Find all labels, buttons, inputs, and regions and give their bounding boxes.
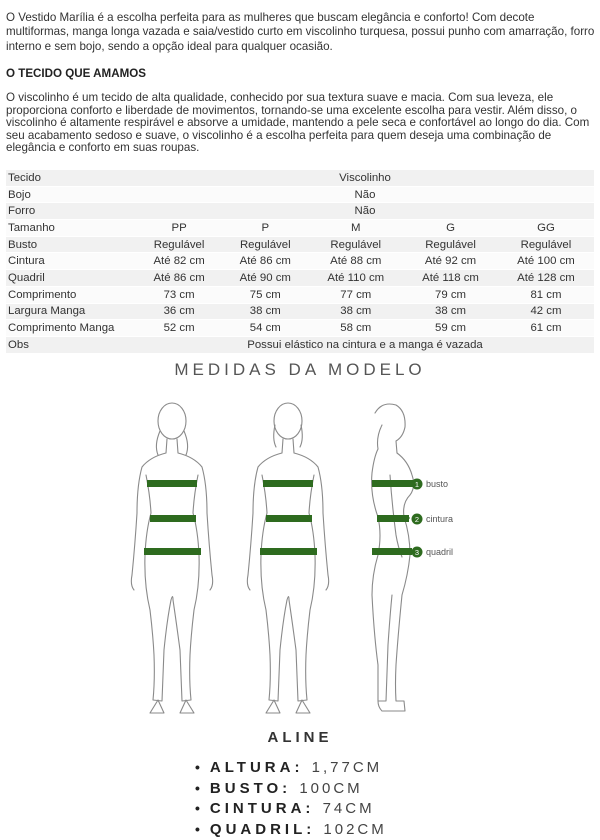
figure-title: MEDIDAS DA MODELO: [174, 360, 426, 379]
measurement-legend: [120, 395, 480, 725]
row-label: Tamanho: [6, 220, 136, 237]
table-cell: PP: [136, 220, 222, 237]
table-cell: 79 cm: [403, 286, 498, 303]
table-cell: Até 92 cm: [403, 253, 498, 270]
row-label: Tecido: [6, 170, 136, 186]
table-row-comprimento: [6, 286, 594, 303]
svg-text:busto: busto: [426, 479, 449, 489]
table-cell: Até 100 cm: [498, 253, 594, 270]
model-name: ALINE: [267, 729, 333, 746]
table-cell: Não: [136, 203, 594, 220]
row-label: Comprimento: [6, 286, 136, 303]
table-cell: 81 cm: [498, 286, 594, 303]
table-cell: 36 cm: [136, 303, 222, 320]
table-cell: Até 86 cm: [222, 253, 308, 270]
fabric-description: O viscolinho é um tecido de alta qualidade, conhecido por sua textura suave e macia. Com sua leveza, ele proporciona conforto e liberdade de movimentos, tornando-se uma excelente escolha para vestir. Além disso, o viscolinho é altamente respirável e absorve a umidade, mantendo a pele seca e confortável ao longo do dia. Com seu acabamento sedoso e suave, o viscolinho é a escolha perfeita para quem deseja uma combinação de elegância e conforto em suas roupas.: [6, 91, 590, 154]
table-row-obs: [6, 336, 594, 353]
section-heading: O TECIDO QUE AMAMOS: [6, 67, 146, 80]
stat-quadril: • QUADRIL: 102CM: [195, 820, 387, 838]
table-cell: G: [403, 220, 498, 237]
stat-cintura: • CINTURA: 74CM: [195, 800, 375, 817]
row-label: Obs: [6, 336, 136, 353]
table-cell: 73 cm: [136, 286, 222, 303]
stat-altura: • ALTURA: 1,77CM: [195, 759, 383, 776]
table-row-cintura: [6, 253, 594, 270]
row-label: Comprimento Manga: [6, 320, 136, 337]
table-row-tamanho: [6, 220, 594, 237]
row-label: Bojo: [6, 186, 136, 203]
table-cell: 38 cm: [403, 303, 498, 320]
table-cell: 75 cm: [222, 286, 308, 303]
model-stats-list: [195, 757, 387, 839]
table-cell: Até 90 cm: [222, 270, 308, 287]
svg-text:3: 3: [414, 548, 420, 557]
table-cell: Viscolinho: [136, 170, 594, 186]
table-cell: Regulável: [308, 236, 403, 253]
legend-item-busto: [412, 479, 449, 490]
table-cell: Regulável: [498, 236, 594, 253]
legend-item-quadril: [412, 547, 454, 558]
size-table: [6, 170, 594, 354]
table-cell: 54 cm: [222, 320, 308, 337]
legend-item-cintura: [412, 514, 454, 525]
table-cell: 38 cm: [308, 303, 403, 320]
svg-text:quadril: quadril: [426, 547, 454, 557]
svg-text:cintura: cintura: [426, 514, 454, 524]
table-cell: 59 cm: [403, 320, 498, 337]
model-measurements-figure: [120, 355, 480, 838]
table-row-forro: [6, 203, 594, 220]
svg-text:2: 2: [414, 515, 420, 524]
table-row-quadril: [6, 270, 594, 287]
row-label: Busto: [6, 236, 136, 253]
table-row-comprimento-manga: [6, 320, 594, 337]
table-cell: 42 cm: [498, 303, 594, 320]
table-row-busto: [6, 236, 594, 253]
table-cell: Até 88 cm: [308, 253, 403, 270]
table-row-bojo: [6, 186, 594, 203]
table-cell: 77 cm: [308, 286, 403, 303]
table-cell: 61 cm: [498, 320, 594, 337]
row-label: Largura Manga: [6, 303, 136, 320]
table-cell: Regulável: [136, 236, 222, 253]
table-cell: P: [222, 220, 308, 237]
table-cell: 58 cm: [308, 320, 403, 337]
table-cell: Regulável: [222, 236, 308, 253]
table-cell: Regulável: [403, 236, 498, 253]
table-row-largura-manga: [6, 303, 594, 320]
table-row-tecido: [6, 170, 594, 186]
row-label: Forro: [6, 203, 136, 220]
table-cell: Possui elástico na cintura e a manga é vazada: [136, 336, 594, 353]
table-cell: Até 128 cm: [498, 270, 594, 287]
row-label: Quadril: [6, 270, 136, 287]
table-cell: Até 82 cm: [136, 253, 222, 270]
table-cell: Até 118 cm: [403, 270, 498, 287]
table-cell: Não: [136, 186, 594, 203]
table-cell: Até 110 cm: [308, 270, 403, 287]
stat-busto: • BUSTO: 100CM: [195, 779, 363, 797]
row-label: Cintura: [6, 253, 136, 270]
svg-text:1: 1: [414, 480, 420, 489]
table-cell: 52 cm: [136, 320, 222, 337]
table-cell: Até 86 cm: [136, 270, 222, 287]
table-cell: 38 cm: [222, 303, 308, 320]
product-description: O Vestido Marília é a escolha perfeita para as mulheres que buscam elegância e conforto! Com decote multiformas, manga longa vazada e saia/vestido curto em viscolinho turquesa, possui punho com amarração, forro interno e sem bojo, sendo a opção ideal para qualquer ocasião.: [6, 11, 595, 53]
table-cell: M: [308, 220, 403, 237]
table-cell: GG: [498, 220, 594, 237]
